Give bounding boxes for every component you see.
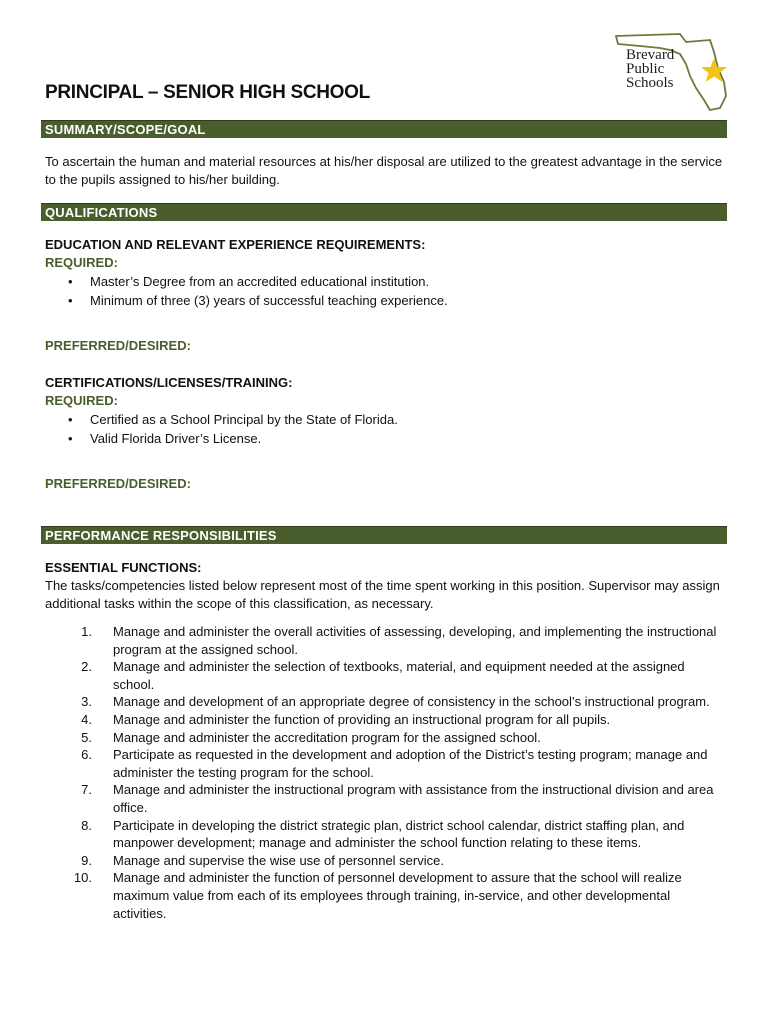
item-number: 4. xyxy=(81,711,92,727)
education-preferred-label: PREFERRED/DESIRED: xyxy=(45,338,191,353)
list-item xyxy=(45,623,725,658)
essential-functions-heading: ESSENTIAL FUNCTIONS: xyxy=(45,560,202,575)
list-item-text: Valid Florida Driver’s License. xyxy=(90,430,262,446)
section-header-qualifications: QUALIFICATIONS xyxy=(41,203,727,221)
list-item-text: Manage and administer the overall activities of assessing, developing, and implementing the instructional program at the assigned school. xyxy=(113,624,717,657)
certifications-required-label: REQUIRED: xyxy=(45,393,118,408)
list-item xyxy=(45,411,398,430)
list-item xyxy=(45,781,725,816)
bullet-icon: • xyxy=(68,292,73,308)
list-item-text: Master’s Degree from an accredited educational institution. xyxy=(90,274,430,289)
certifications-preferred-label: PREFERRED/DESIRED: xyxy=(45,476,191,491)
bullet-icon: • xyxy=(68,430,73,446)
item-number: 5. xyxy=(81,729,92,745)
item-number: 7. xyxy=(81,782,92,798)
list-item xyxy=(45,729,725,747)
page-title: PRINCIPAL – SENIOR HIGH SCHOOL xyxy=(45,82,370,103)
education-heading: EDUCATION AND RELEVANT EXPERIENCE REQUIREMENTS: xyxy=(45,237,426,252)
list-item xyxy=(45,869,725,922)
logo-line-2: Public xyxy=(626,61,665,77)
list-item-text: Manage and administer the instructional program with assistance from the instructional division and area office. xyxy=(113,782,714,815)
item-number: 1. xyxy=(81,624,92,639)
section-header-performance: PERFORMANCE RESPONSIBILITIES xyxy=(41,526,727,544)
item-number: 10. xyxy=(73,870,92,886)
education-required-label: REQUIRED: xyxy=(45,255,118,270)
list-item xyxy=(45,273,448,292)
logo-line-1: Brevard xyxy=(626,47,675,63)
summary-text: To ascertain the human and material resources at his/her disposal are utilized to the greatest advantage in the service to the pupils assigned to his/her building. xyxy=(45,154,723,187)
section-header-summary: SUMMARY/SCOPE/GOAL xyxy=(41,120,727,138)
list-item-text: Participate in developing the district strategic plan, district school calendar, district staffing plan, and manpower development; manage and administer the school function relating to these items. xyxy=(113,817,685,851)
list-item xyxy=(45,817,725,852)
education-required-list xyxy=(45,273,448,310)
certifications-heading: CERTIFICATIONS/LICENSES/TRAINING: xyxy=(45,375,293,390)
list-item-text: Manage and administer the function of providing an instructional program for all pupils. xyxy=(113,711,611,727)
essential-functions-intro: The tasks/competencies listed below represent most of the time spent working in this position. Supervisor may assign additional tasks within the scope of this classification, as necessary. xyxy=(45,578,720,611)
list-item xyxy=(45,430,398,449)
list-item xyxy=(45,658,725,693)
item-number: 2. xyxy=(81,659,92,675)
brevard-public-schools-logo xyxy=(610,30,730,112)
list-item-text: Manage and development of an appropriate degree of consistency in the school’s instructional program. xyxy=(113,694,710,710)
bullet-icon: • xyxy=(68,412,73,427)
list-item-text: Minimum of three (3) years of successful teaching experience. xyxy=(90,292,448,308)
list-item-text: Manage and administer the accreditation program for the assigned school. xyxy=(113,729,541,745)
list-item-text: Certified as a School Principal by the State of Florida. xyxy=(90,412,398,427)
list-item-text: Participate as requested in the development and adoption of the District’s testing program; manage and administer the testing program for the school. xyxy=(113,747,708,780)
logo-line-3: Schools xyxy=(626,75,674,91)
item-number: 3. xyxy=(81,694,92,710)
list-item xyxy=(45,693,725,711)
list-item-text: Manage and administer the selection of textbooks, material, and equipment needed at the assigned school. xyxy=(113,659,685,692)
certifications-required-list xyxy=(45,411,398,448)
list-item xyxy=(45,746,725,781)
item-number: 8. xyxy=(81,817,92,833)
logo-wordmark xyxy=(626,48,674,90)
list-item xyxy=(45,711,725,729)
list-item xyxy=(45,292,448,311)
list-item-text: Manage and administer the function of personnel development to assure that the school will realize maximum value from each of its employees through training, in-service, and other developmental activities. xyxy=(113,870,682,921)
item-number: 6. xyxy=(81,747,92,763)
essential-functions-list xyxy=(45,623,725,922)
list-item-text: Manage and supervise the wise use of personnel service. xyxy=(113,852,444,868)
bullet-icon: • xyxy=(68,274,73,289)
item-number: 9. xyxy=(81,852,92,868)
list-item xyxy=(45,852,725,870)
